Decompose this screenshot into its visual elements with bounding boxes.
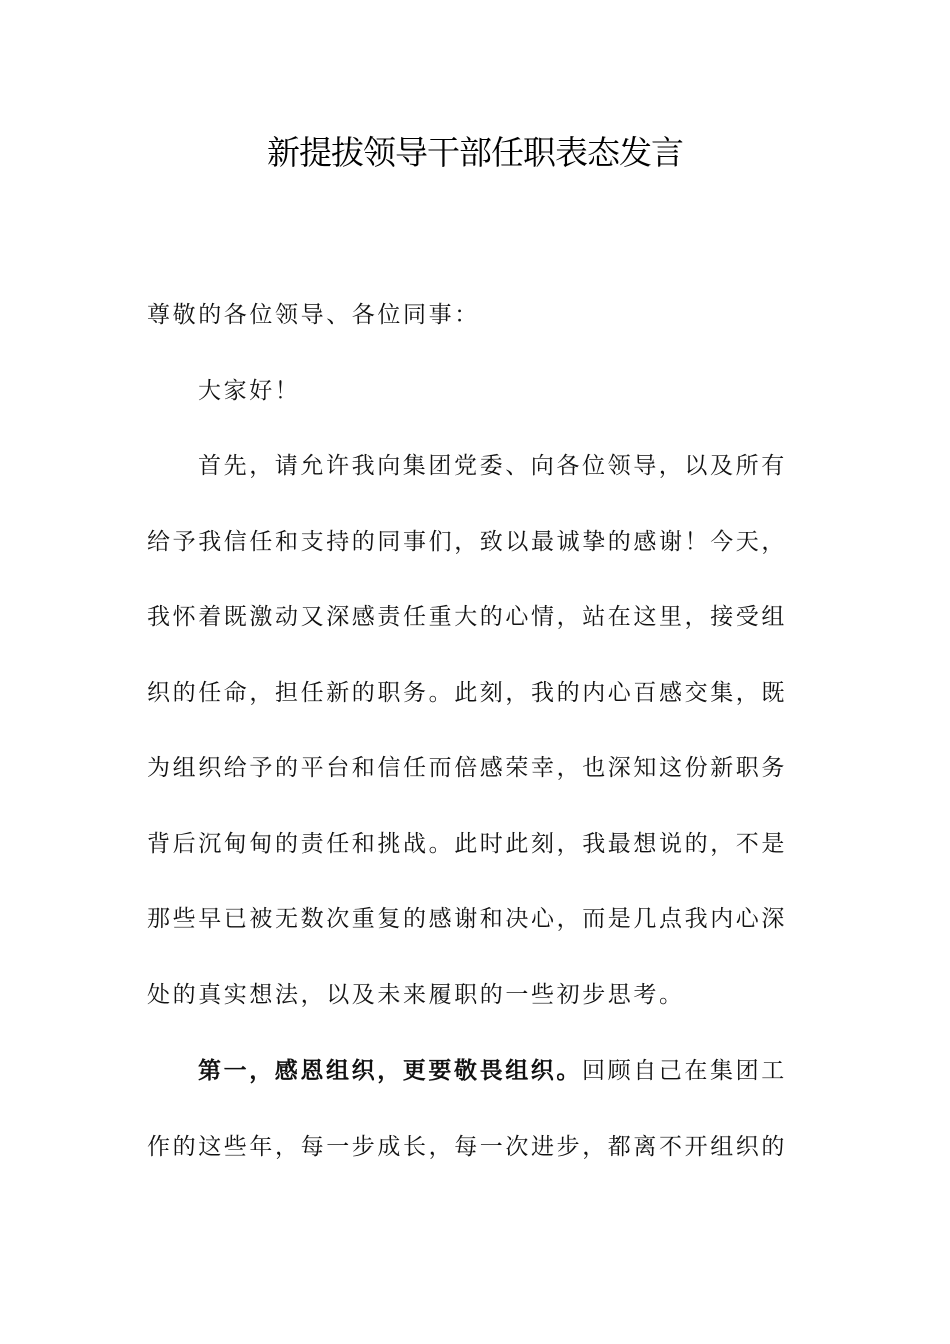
greeting: 大家好！	[198, 377, 301, 404]
document-body	[147, 278, 787, 1185]
document-title: 新提拔领导干部任职表态发言	[267, 133, 683, 172]
paragraph-first-point-heading: 第一，感恩组织，更要敬畏组织。	[198, 1057, 582, 1084]
paragraph-thanks: 首先，请允许我向集团党委、向各位领导，以及所有给予我信任和支持的同事们，致以最诚挚的感谢！今天，我怀着既激动又深感责任重大的心情，站在这里，接受组织的任命，担任新的职务。此刻，我的内心百感交集，既为组织给予的平台和信任而倍感荣幸，也深知这份新职务背后沉甸甸的责任和挑战。此时此刻，我最想说的，不是那些早已被无数次重复的感谢和决心，而是几点我内心深处的真实想法，以及未来履职的一些初步思考。	[147, 453, 787, 1008]
paragraph-first-point-text: 回顾自己在集团工作的这些年，每一步成长，每一次进步，都离不开组织的	[147, 1058, 787, 1160]
paragraph-first-point	[147, 1033, 787, 1185]
salutation: 尊敬的各位领导、各位同事：	[147, 302, 480, 328]
